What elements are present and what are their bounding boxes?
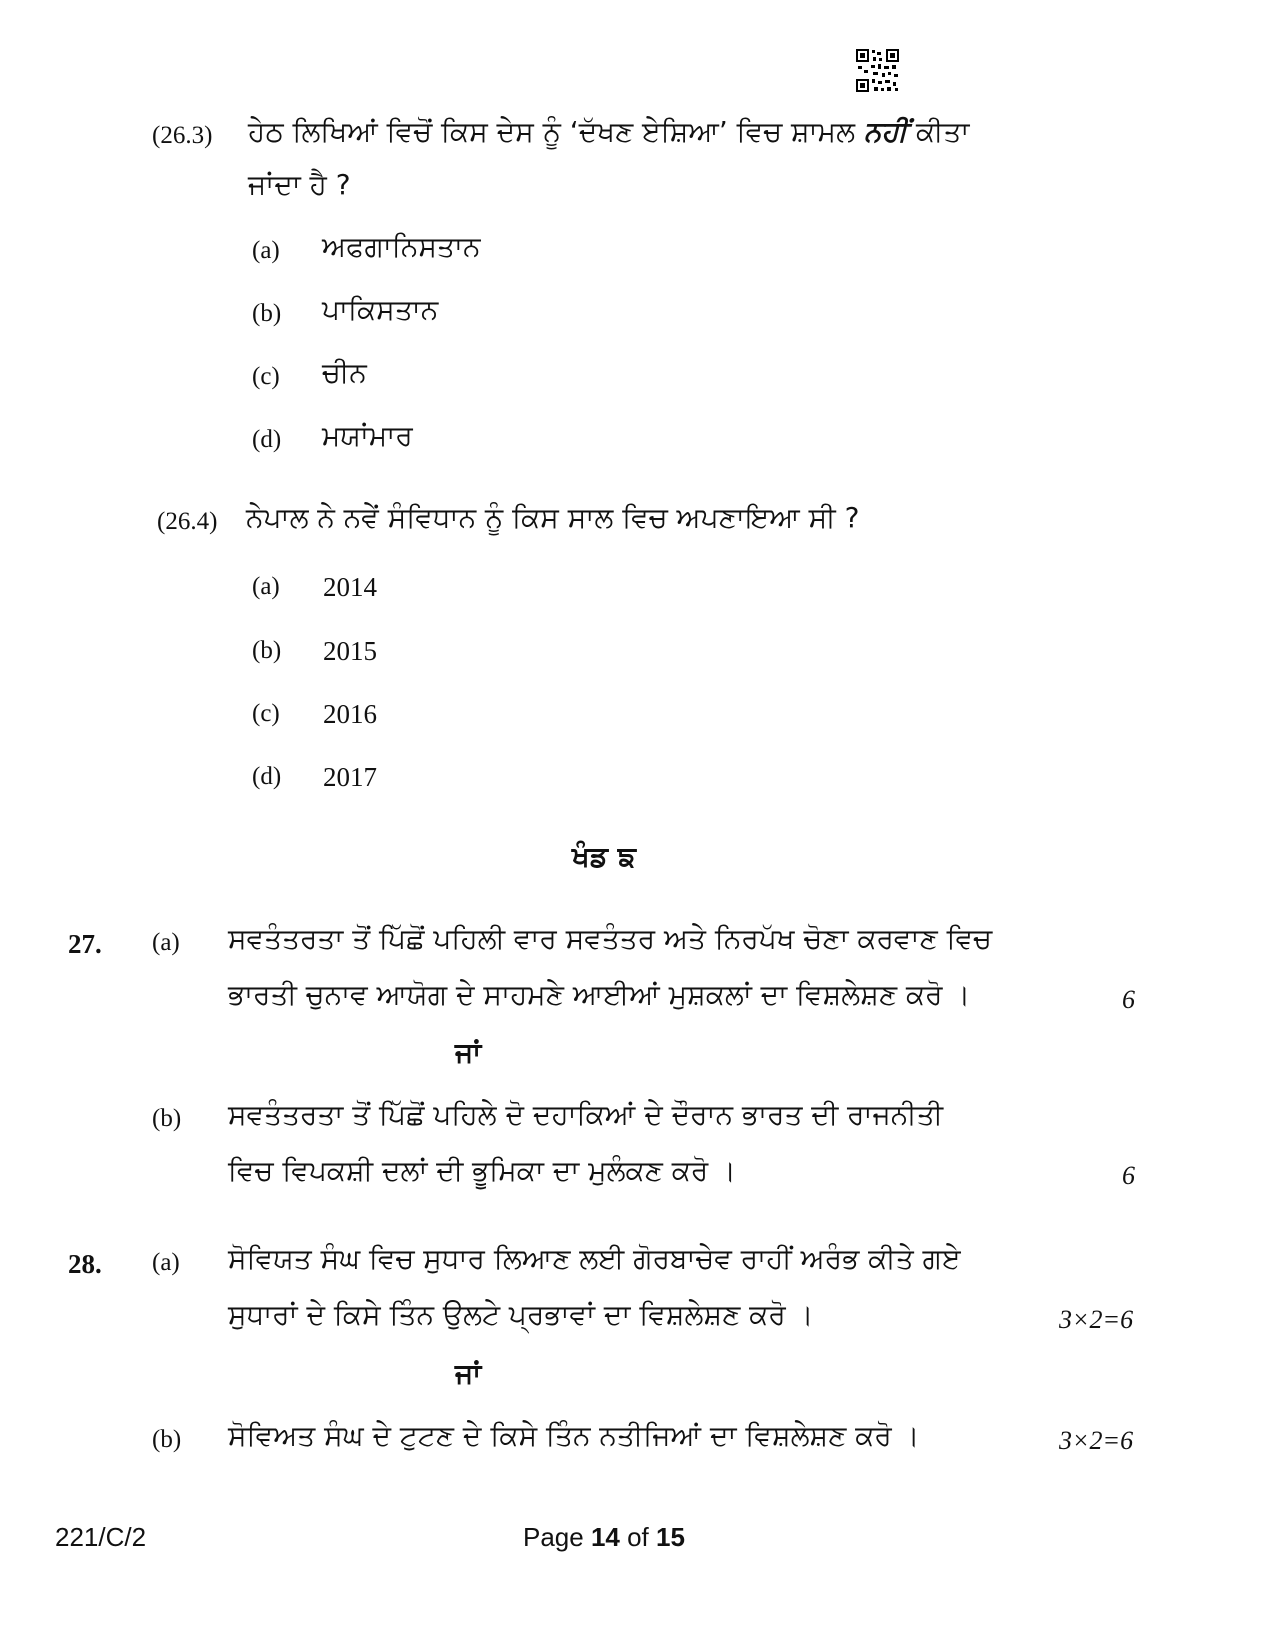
question-text-part: ਹੇਠ ਲਿਖਿਆਂ ਵਿਚੋਂ ਕਿਸ ਦੇਸ ਨੂੰ ‘ਦੱਖਣ ਏਸ਼ਿਆ’ ਵਿਚ ਸ਼ਾਮਲ (248, 115, 856, 148)
emphasis-word: ਨਹੀਂ (863, 115, 908, 148)
question-text: ਨੇਪਾਲ ਨੇ ਨਵੇਂ ਸੰਵਿਧਾਨ ਨੂੰ ਕਿਸ ਸਾਲ ਵਿਚ ਅਪਣਾਇਆ ਸੀ ? (246, 501, 860, 534)
question-text-line2: ਜਾਂਦਾ ਹੈ ? (248, 168, 351, 201)
question-number: (26.4) (157, 508, 218, 535)
question-line: ਸੋਵਿਯਤ ਸੰਘ ਵਿਚ ਸੁਧਾਰ ਲਿਆਣ ਲਈ ਗੋਰਬਾਚੇਵ ਰਾਹੀਂ ਅਰੰਭ ਕੀਤੇ ਗਏ (228, 1242, 961, 1275)
option-text: 2016 (323, 699, 377, 729)
section-title: ਖੰਡ ਙ (572, 840, 636, 873)
marks: 6 (1122, 985, 1135, 1014)
option-text: 2017 (323, 762, 377, 792)
sub-question-label: (b) (152, 1426, 182, 1453)
option-label: (d) (252, 426, 282, 453)
page-of: of (619, 1522, 657, 1552)
marks: 3×2=6 (1059, 1305, 1134, 1334)
question-number: (26.3) (152, 122, 213, 149)
page-current: 14 (590, 1522, 620, 1552)
question-number: 27. (68, 929, 102, 959)
option-label: (c) (252, 363, 280, 390)
question-line: ਸੋਵਿਅਤ ਸੰਘ ਦੇ ਟੁਟਣ ਦੇ ਕਿਸੇ ਤਿੰਨ ਨਤੀਜਿਆਂ ਦਾ ਵਿਸ਼ਲੇਸ਼ਣ ਕਰੋ । (228, 1419, 920, 1452)
marks: 3×2=6 (1059, 1426, 1134, 1455)
question-text-part: ਕੀਤਾ (915, 115, 970, 148)
or-divider: ਜਾਂ (455, 1357, 482, 1390)
option-text: 2015 (323, 636, 377, 666)
option-text: ਮਯਾਂਮਾਰ (322, 419, 413, 452)
qr-code (855, 48, 900, 93)
sub-question-label: (b) (152, 1105, 182, 1132)
option-text: ਚੀਨ (322, 356, 367, 389)
marks: 6 (1122, 1161, 1135, 1190)
question-line: ਸਵਤੰਤਰਤਾ ਤੋਂ ਪਿੱਛੋਂ ਪਹਿਲੀ ਵਾਰ ਸਵਤੰਤਰ ਅਤੇ ਨਿਰਪੱਖ ਚੋਣਾ ਕਰਵਾਣ ਵਿਚ (228, 922, 993, 955)
page-total: 15 (656, 1522, 685, 1552)
option-label: (c) (252, 700, 280, 727)
option-label: (b) (252, 300, 282, 327)
or-divider: ਜਾਂ (455, 1036, 482, 1069)
page-prefix: Page (523, 1522, 591, 1552)
paper-code: 221/C/2 (55, 1522, 147, 1552)
option-label: (a) (252, 573, 280, 600)
question-number: 28. (68, 1249, 102, 1279)
question-line: ਵਿਚ ਵਿਪਕਸ਼ੀ ਦਲਾਂ ਦੀ ਭੂਮਿਕਾ ਦਾ ਮੁਲੰਕਣ ਕਰੋ । (228, 1154, 737, 1187)
option-text: ਪਾਕਿਸਤਾਨ (322, 293, 439, 326)
page-number (523, 1522, 685, 1553)
question-line: ਸਵਤੰਤਰਤਾ ਤੋਂ ਪਿੱਛੋਂ ਪਹਿਲੇ ਦੋ ਦਹਾਕਿਆਂ ਦੇ ਦੌਰਾਨ ਭਾਰਤ ਦੀ ਰਾਜਨੀਤੀ (228, 1098, 944, 1131)
option-label: (b) (252, 637, 282, 664)
option-label: (a) (252, 237, 280, 264)
sub-question-label: (a) (152, 929, 180, 956)
question-line: ਭਾਰਤੀ ਚੁਨਾਵ ਆਯੋਗ ਦੇ ਸਾਹਮਣੇ ਆਈਆਂ ਮੁਸ਼ਕਲਾਂ ਦਾ ਵਿਸ਼ਲੇਸ਼ਣ ਕਰੋ । (228, 978, 971, 1011)
question-line: ਸੁਧਾਰਾਂ ਦੇ ਕਿਸੇ ਤਿੰਨ ਉਲਟੇ ਪ੍ਰਭਾਵਾਂ ਦਾ ਵਿਸ਼ਲੇਸ਼ਣ ਕਰੋ । (228, 1298, 814, 1331)
sub-question-label: (a) (152, 1249, 180, 1276)
option-label: (d) (252, 763, 282, 790)
question-text (248, 115, 969, 149)
option-text: 2014 (323, 572, 377, 602)
option-text: ਅਫਗਾਨਿਸਤਾਨ (322, 230, 481, 263)
